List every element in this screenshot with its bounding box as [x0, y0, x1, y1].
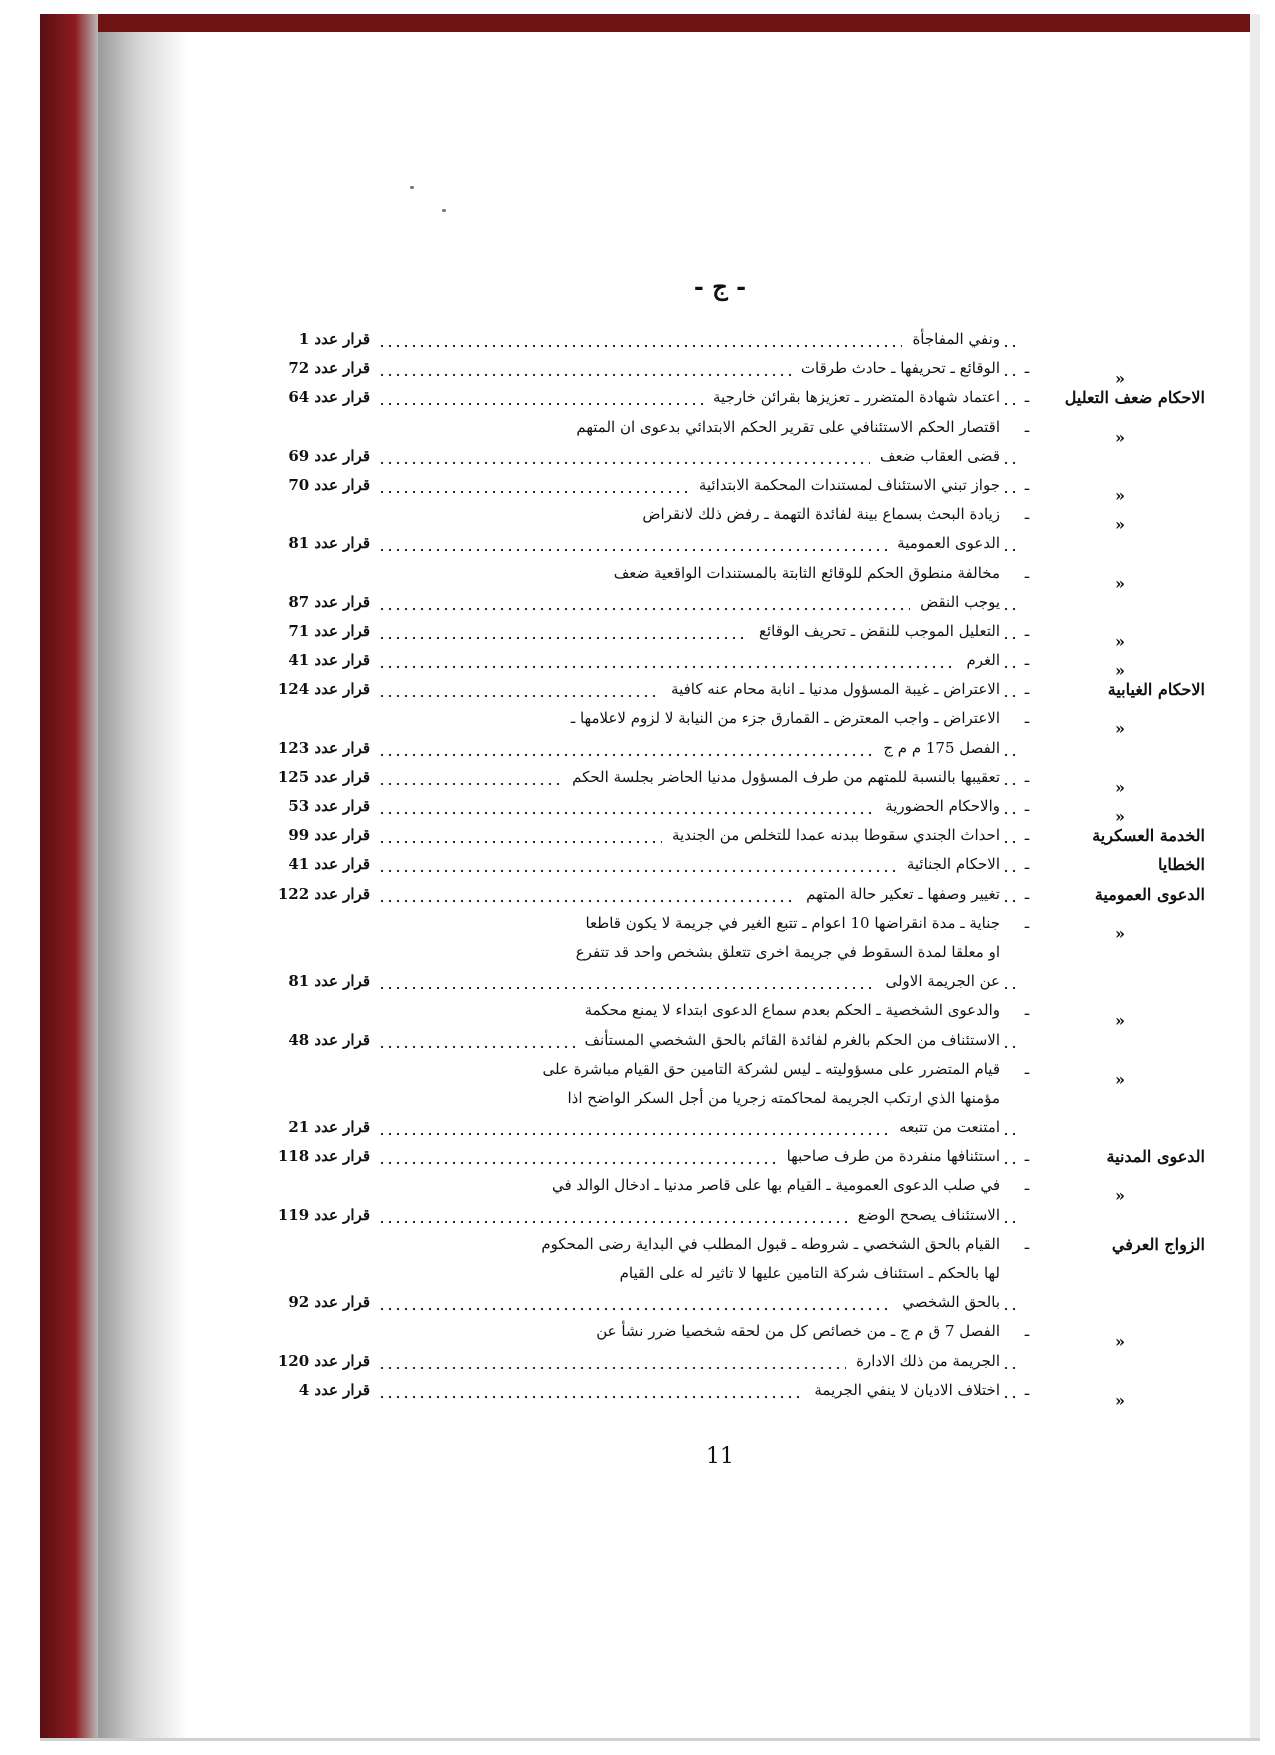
- category-heading: الاحكام ضعف التعليل: [1064, 388, 1205, 408]
- entry-text: [378, 1084, 1018, 1113]
- entry-label: الفصل 7 ق م ج ـ من خصائص كل من لحقه شخصيا ضرر نشأ عن: [586, 1322, 1000, 1340]
- entry-dash: ـ: [1024, 1380, 1030, 1399]
- entry-text: [378, 704, 1018, 733]
- entry-text: [378, 1201, 1018, 1230]
- category-heading: الخدمة العسكرية: [1092, 826, 1205, 846]
- ditto-mark: »: [1115, 573, 1125, 593]
- page-number: 11: [706, 1444, 734, 1469]
- index-row: [240, 588, 1200, 617]
- entry-text: [378, 559, 1018, 588]
- entry-text: [378, 734, 1018, 763]
- entry-text: [378, 1113, 1018, 1142]
- entry-dash: ـ: [1024, 621, 1030, 640]
- entry-text: [378, 1055, 1018, 1084]
- decision-reference: قرار عدد 4: [298, 1380, 370, 1399]
- ditto-mark: »: [1115, 923, 1125, 943]
- ditto-mark: »: [1115, 515, 1125, 535]
- entry-label: قضى العقاب ضعف: [870, 447, 1000, 465]
- entry-label: والدعوى الشخصية ـ الحكم بعدم سماع الدعوى ابتداء لا يمنع محكمة: [575, 1001, 1000, 1019]
- entry-label: احداث الجندي سقوطا ببدنه عمدا للتخلص من الجندية: [662, 826, 1000, 844]
- entry-dash: ـ: [1024, 1001, 1030, 1020]
- index-row: [240, 354, 1200, 389]
- entry-label: الاستئناف من الحكم بالغرم لفائدة القائم بالحق الشخصي المستأنف: [575, 1031, 1001, 1049]
- binding-spine: [40, 14, 98, 1740]
- entry-text: [378, 821, 1018, 850]
- page-gutter-shadow: [98, 32, 188, 1740]
- entry-label: في صلب الدعوى العمومية ـ القيام بها على قاصر مدنيا ـ ادخال الوالد في: [542, 1176, 1000, 1194]
- entry-text: [378, 909, 1018, 938]
- entry-label: الغرم: [956, 651, 1000, 669]
- decision-reference: قرار عدد 1: [298, 330, 370, 348]
- entry-text: [378, 1142, 1018, 1171]
- index-row: [240, 880, 1205, 909]
- index-row: [240, 821, 1205, 850]
- entry-label: التعليل الموجب للنقض ـ تحريف الوقائع: [749, 622, 1000, 640]
- entry-label: مؤمنها الذي ارتكب الجريمة لمحاكمته زجريا من أجل السكر الواضح اذا: [558, 1089, 1000, 1107]
- entry-text: [378, 1171, 1018, 1200]
- page-bottom-edge: [40, 1738, 1260, 1741]
- decision-reference: قرار عدد 69: [288, 446, 370, 465]
- index-row: [240, 646, 1200, 681]
- entry-dash: ـ: [1024, 651, 1030, 670]
- entry-text: [378, 763, 1018, 792]
- entry-dash: ـ: [1024, 884, 1030, 903]
- entry-dash: ـ: [1024, 1322, 1030, 1341]
- entry-text: [378, 471, 1018, 500]
- ditto-mark: »: [1115, 427, 1125, 447]
- ditto-mark: »: [1115, 1069, 1125, 1089]
- index-row: [240, 413, 1200, 447]
- category-heading: الدعوى المدنية: [1106, 1147, 1205, 1167]
- index-row: [240, 559, 1200, 593]
- entry-label: اقتصار الحكم الاستئنافي على تقرير الحكم الابتدائي بدعوى ان المتهم: [566, 418, 1000, 436]
- decision-reference: قرار عدد 64: [288, 388, 370, 407]
- ditto-mark: »: [1115, 777, 1125, 797]
- decision-reference: قرار عدد 72: [288, 359, 370, 378]
- decision-reference: قرار عدد 99: [288, 826, 370, 845]
- entry-dash: ـ: [1024, 1147, 1030, 1166]
- entry-text: [378, 1317, 1018, 1346]
- category-heading: الاحكام الغيابية: [1107, 680, 1205, 700]
- index-row: [240, 1230, 1205, 1259]
- entry-text: [378, 500, 1018, 529]
- entry-dash: ـ: [1024, 767, 1030, 786]
- ditto-mark: »: [1115, 631, 1125, 651]
- decision-reference: قرار عدد 125: [277, 767, 370, 786]
- decision-reference: قرار عدد 48: [288, 1030, 370, 1049]
- entry-label: تغيير وصفها ـ تعكير حالة المتهم: [796, 885, 1000, 903]
- entry-label: تعقيبها بالنسبة للمتهم من طرف المسؤول مدنيا الحاضر بجلسة الحكم: [562, 768, 1000, 786]
- decision-reference: قرار عدد 87: [288, 592, 370, 611]
- scan-speck: [410, 186, 414, 189]
- entry-text: [378, 1376, 1018, 1405]
- entry-label: بالحق الشخصي: [892, 1293, 1000, 1311]
- ditto-mark: »: [1115, 1332, 1125, 1352]
- entry-text: [378, 1288, 1018, 1317]
- index-row: [240, 1259, 1200, 1288]
- decision-reference: قرار عدد 122: [277, 884, 370, 903]
- entry-label: الاعتراض ـ غيبة المسؤول مدنيا ـ انابة محام عنه كافية: [661, 680, 1000, 698]
- index-row: [240, 996, 1200, 1031]
- decision-reference: قرار عدد 21: [288, 1118, 370, 1137]
- index-row: [240, 471, 1200, 505]
- entry-label: او معلقا لمدة السقوط في جريمة اخرى تتعلق بشخص واحد قد تتفرع: [566, 943, 1000, 961]
- decision-reference: قرار عدد 81: [288, 972, 370, 991]
- entry-text: [378, 850, 1018, 879]
- entry-text: [378, 413, 1018, 442]
- entry-label: يوجب النقض: [910, 593, 1000, 611]
- entry-label: القيام بالحق الشخصي ـ شروطه ـ قبول المطلب في البداية رضى المحكوم: [531, 1235, 1000, 1253]
- index-row: [240, 704, 1200, 739]
- binding-top-edge: [40, 14, 1260, 32]
- index-row: [240, 967, 1200, 996]
- entry-label: اعتماد شهادة المتضرر ـ تعزيزها بقرائن خارجية: [703, 388, 1000, 406]
- ditto-mark: »: [1115, 1011, 1125, 1031]
- entry-label: ونفي المفاجأة: [902, 330, 1000, 348]
- entry-dash: ـ: [1024, 826, 1030, 845]
- index-row: [240, 675, 1205, 704]
- decision-reference: قرار عدد 119: [277, 1205, 370, 1224]
- entry-text: [378, 442, 1018, 471]
- category-heading: الخطايا: [1158, 855, 1205, 875]
- entry-label: استئنافها منفردة من طرف صاحبها: [777, 1147, 1000, 1165]
- entry-text: [378, 1230, 1018, 1259]
- index-row: [240, 617, 1200, 651]
- entry-text: [378, 675, 1018, 704]
- entry-text: [378, 792, 1018, 821]
- entry-dash: ـ: [1024, 1234, 1030, 1253]
- entry-dash: ـ: [1024, 913, 1030, 932]
- entry-text: [378, 588, 1018, 617]
- entry-dash: ـ: [1024, 680, 1030, 699]
- entry-label: جناية ـ مدة انقراضها 10 اعوام ـ تتبع الغير في جريمة لا يكون قاطعا: [575, 914, 1000, 932]
- decision-reference: قرار عدد 70: [288, 475, 370, 494]
- ditto-mark: »: [1115, 369, 1125, 389]
- entry-dash: ـ: [1024, 1176, 1030, 1195]
- ditto-mark: »: [1115, 485, 1125, 505]
- entry-text: [378, 1026, 1018, 1055]
- entry-dash: ـ: [1024, 417, 1030, 436]
- entry-label: والاحكام الحضورية: [875, 797, 1000, 815]
- decision-reference: قرار عدد 92: [288, 1293, 370, 1312]
- decision-reference: قرار عدد 41: [288, 855, 370, 874]
- entry-label: امتنعت من تتبعه: [889, 1118, 1000, 1136]
- index-row: [240, 792, 1200, 826]
- entry-text: [378, 996, 1018, 1025]
- entry-label: زيادة البحث بسماع بينة لفائدة التهمة ـ رفض ذلك لانقراض: [632, 505, 1000, 523]
- entry-label: الاحكام الجنائية: [897, 855, 1000, 873]
- entry-dash: ـ: [1024, 1059, 1030, 1078]
- entry-text: [378, 938, 1018, 967]
- entry-text: [378, 646, 1018, 675]
- entry-text: [378, 880, 1018, 909]
- entry-text: [378, 325, 1018, 354]
- index-row: [240, 442, 1200, 471]
- entry-text: [378, 967, 1018, 996]
- entry-label: قيام المتضرر على مسؤوليته ـ ليس لشركة التامين حق القيام مباشرة على: [532, 1060, 1000, 1078]
- index-row: [240, 1376, 1200, 1410]
- index-row: [240, 763, 1200, 797]
- scan-speck: [442, 209, 446, 212]
- index-row: [240, 938, 1200, 967]
- entry-label: الوقائع ـ تحريفها ـ حادث طرقات: [791, 359, 1000, 377]
- index-row: [240, 383, 1205, 412]
- index-row: [240, 1142, 1205, 1171]
- index-row: [240, 1113, 1200, 1142]
- index-row: [240, 909, 1200, 943]
- entry-text: [378, 354, 1018, 383]
- ditto-mark: »: [1115, 661, 1125, 681]
- entry-label: اختلاف الاديان لا ينفي الجريمة: [804, 1381, 1000, 1399]
- index-row: [240, 1288, 1200, 1317]
- decision-reference: قرار عدد 123: [277, 738, 370, 757]
- entry-dash: ـ: [1024, 505, 1030, 524]
- decision-reference: قرار عدد 120: [277, 1351, 370, 1370]
- entry-dash: ـ: [1024, 855, 1030, 874]
- index-row: [240, 529, 1200, 558]
- decision-reference: قرار عدد 53: [288, 797, 370, 815]
- decision-reference: قرار عدد 41: [288, 651, 370, 670]
- page-letter-header: - ج -: [693, 272, 747, 301]
- entry-dash: ـ: [1024, 475, 1030, 494]
- category-heading: الدعوى العمومية: [1094, 884, 1205, 904]
- entry-label: الدعوى العمومية: [887, 534, 1000, 552]
- ditto-mark: »: [1115, 807, 1125, 826]
- ditto-mark: »: [1115, 1390, 1125, 1410]
- index-row: [240, 1317, 1200, 1352]
- entry-label: مخالفة منطوق الحكم للوقائع الثابتة بالمستندات الواقعية ضعف: [604, 564, 1000, 582]
- index-row: [240, 1171, 1200, 1206]
- decision-reference: قرار عدد 81: [288, 534, 370, 553]
- entry-text: [378, 529, 1018, 558]
- index-row: [240, 850, 1205, 879]
- ditto-mark: »: [1115, 1186, 1125, 1206]
- index-row: [240, 1026, 1200, 1055]
- index-row: [240, 500, 1200, 535]
- entry-label: الاستئناف يصحح الوضع: [848, 1206, 1000, 1224]
- index-row: [240, 734, 1200, 763]
- entry-label: جواز تبني الاستئناف لمستندات المحكمة الابتدائية: [689, 476, 1000, 494]
- index-table: [240, 325, 1205, 1410]
- entry-label: الاعتراض ـ واجب المعترض ـ القمارق جزء من النيابة لا لزوم لاعلامها ـ: [561, 709, 1000, 727]
- index-row: [240, 1201, 1200, 1230]
- entry-text: [378, 1259, 1018, 1288]
- entry-label: عن الجريمة الاولى: [875, 972, 1000, 990]
- entry-text: [378, 617, 1018, 646]
- entry-label: الفصل 175 م م ج: [873, 739, 1000, 757]
- category-heading: الزواج العرفي: [1111, 1234, 1205, 1254]
- entry-label: لها بالحكم ـ استئناف شركة التامين عليها لا تاثير له على القيام: [610, 1264, 1000, 1282]
- entry-text: [378, 1347, 1018, 1376]
- entry-dash: ـ: [1024, 563, 1030, 582]
- page-right-edge: [1250, 14, 1260, 1740]
- index-row: [240, 1084, 1200, 1113]
- index-row: [240, 325, 1200, 354]
- index-row: [240, 1347, 1200, 1376]
- entry-dash: ـ: [1024, 359, 1030, 378]
- index-row: [240, 1055, 1200, 1089]
- decision-reference: قرار عدد 118: [277, 1147, 370, 1166]
- decision-reference: قرار عدد 124: [277, 680, 370, 699]
- entry-label: الجريمة من ذلك الادارة: [846, 1352, 1000, 1370]
- ditto-mark: »: [1115, 719, 1125, 739]
- entry-dash: ـ: [1024, 388, 1030, 407]
- decision-reference: قرار عدد 71: [288, 621, 370, 640]
- entry-dash: ـ: [1024, 709, 1030, 728]
- entry-text: [378, 383, 1018, 412]
- entry-dash: ـ: [1024, 797, 1030, 815]
